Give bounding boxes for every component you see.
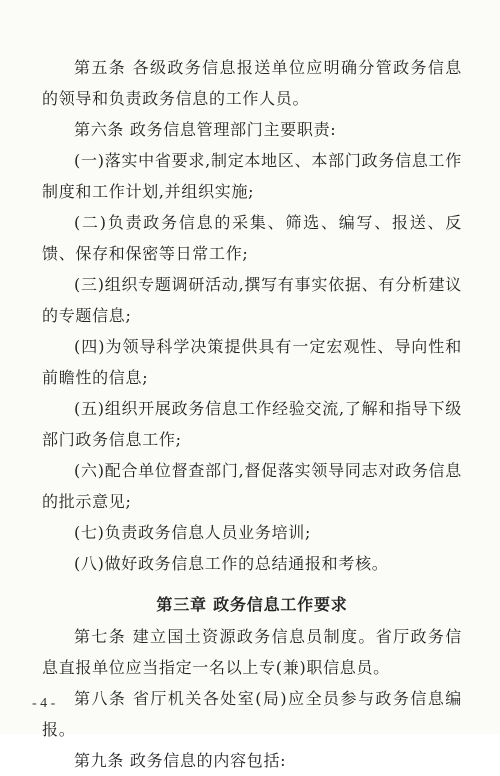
document-body [42, 52, 462, 776]
duty-item-8: (八)做好政务信息工作的总结通报和考核。 [74, 554, 389, 573]
article-9-paragraph: 第九条 政务信息的内容包括: [74, 751, 287, 770]
duty-item-5: (五)组织开展政务信息工作经验交流,了解和指导下级部门政务信息工作; [42, 399, 462, 449]
duty-item-6: (六)配合单位督查部门,督促落实领导同志对政务信息的批示意见; [42, 461, 462, 511]
page-number: - 4 - [32, 696, 56, 711]
chapter-title: 第三章 政务信息工作要求 [156, 595, 348, 614]
article-6-heading: 第六条 政务信息管理部门主要职责: [74, 120, 337, 139]
duty-item-3: (三)组织专题调研活动,撰写有事实依据、有分析建议的专题信息; [42, 275, 462, 325]
duty-item-7: (七)负责政务信息人员业务培训; [74, 523, 312, 542]
article-8-paragraph: 第八条 省厅机关各处室(局)应全员参与政务信息编报。 [42, 689, 462, 739]
duty-item-2: (二)负责政务信息的采集、筛选、编写、报送、反馈、保存和保密等日常工作; [42, 213, 462, 263]
article-5-paragraph: 第五条 各级政务信息报送单位应明确分管政务信息的领导和负责政务信息的工作人员。 [42, 58, 462, 108]
duty-item-4: (四)为领导科学决策提供具有一定宏观性、导向性和前瞻性的信息; [42, 337, 462, 387]
article-7-paragraph: 第七条 建立国土资源政务信息员制度。省厅政务信息直报单位应当指定一名以上专(兼)职信息员。 [42, 627, 462, 677]
duty-item-1: (一)落实中省要求,制定本地区、本部门政务信息工作制度和工作计划,并组织实施; [42, 151, 462, 201]
